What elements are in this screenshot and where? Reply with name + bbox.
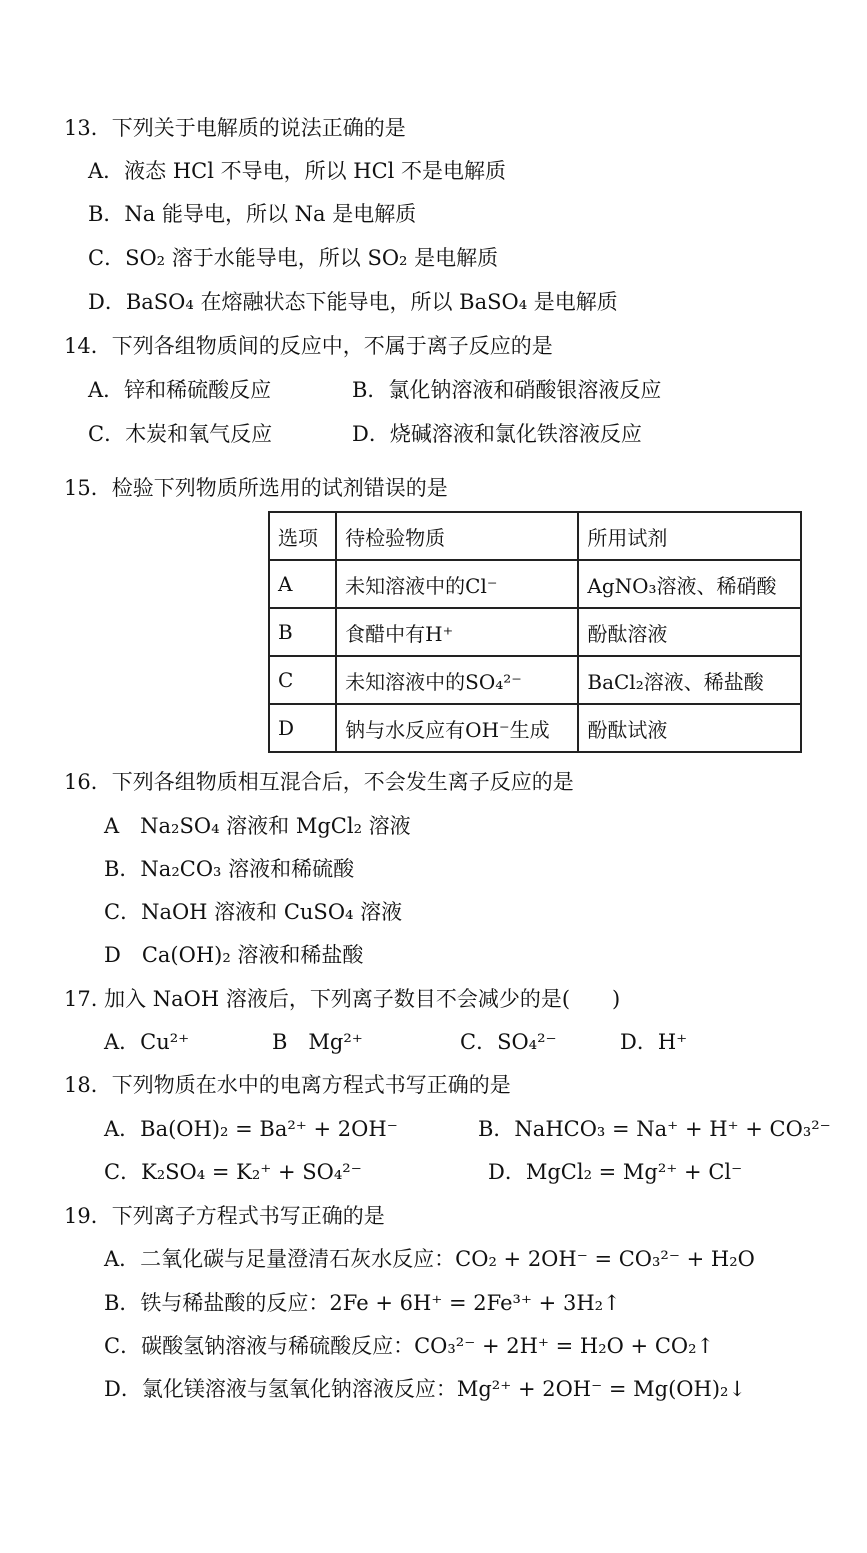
question-16-option-a: A Na₂SO₄ 溶液和 MgCl₂ 溶液 [104, 814, 411, 838]
question-15-stem: 15．检验下列物质所选用的试剂错误的是 [64, 476, 448, 500]
table-cell: B [269, 608, 336, 656]
question-17-stem: 17. 加入 NaOH 溶液后，下列离子数目不会减少的是( ) [64, 987, 621, 1011]
question-18-option-c: C．K₂SO₄ = K₂⁺ + SO₄²⁻ [104, 1160, 362, 1184]
table-cell: 食醋中有H⁺ [336, 608, 578, 656]
question-19-option-d: D．氯化镁溶液与氢氧化钠溶液反应：Mg²⁺ + 2OH⁻ = Mg(OH)₂↓ [104, 1377, 747, 1401]
question-19-option-c: C．碳酸氢钠溶液与稀硫酸反应：CO₃²⁻ + 2H⁺ = H₂O + CO₂↑ [104, 1334, 715, 1358]
table-cell: AgNO₃溶液、稀硝酸 [578, 560, 801, 608]
question-13-option-d: D．BaSO₄ 在熔融状态下能导电，所以 BaSO₄ 是电解质 [88, 290, 618, 314]
question-16-option-c: C．NaOH 溶液和 CuSO₄ 溶液 [104, 900, 403, 924]
table-cell: 酚酞试液 [578, 704, 801, 752]
table-cell: A [269, 560, 336, 608]
table-header-cell: 选项 [269, 512, 336, 560]
question-18-option-a: A．Ba(OH)₂ = Ba²⁺ + 2OH⁻ [104, 1117, 398, 1141]
question-19-option-b: B．铁与稀盐酸的反应：2Fe + 6H⁺ = 2Fe³⁺ + 3H₂↑ [104, 1291, 621, 1315]
question-14-option-b: B．氯化钠溶液和硝酸银溶液反应 [352, 378, 662, 402]
question-18-stem: 18．下列物质在水中的电离方程式书写正确的是 [64, 1073, 511, 1097]
question-17-option-d: D．H⁺ [620, 1030, 688, 1054]
question-16-option-b: B．Na₂CO₃ 溶液和稀硫酸 [104, 857, 355, 881]
question-13-option-b: B．Na 能导电，所以 Na 是电解质 [88, 202, 417, 226]
question-14-option-a: A．锌和稀硫酸反应 [88, 378, 272, 402]
table-row [269, 560, 801, 608]
table-cell: 未知溶液中的SO₄²⁻ [336, 656, 578, 704]
question-14-option-d: D．烧碱溶液和氯化铁溶液反应 [352, 422, 642, 446]
table-header-row [269, 512, 801, 560]
question-19-option-a: A．二氧化碳与足量澄清石灰水反应：CO₂ + 2OH⁻ = CO₃²⁻ + H₂O [104, 1247, 755, 1271]
table-row [269, 608, 801, 656]
question-17-option-a: A．Cu²⁺ [104, 1030, 190, 1054]
question-16-stem: 16．下列各组物质相互混合后，不会发生离子反应的是 [64, 770, 574, 794]
question-13-option-a: A．液态 HCl 不导电，所以 HCl 不是电解质 [88, 159, 507, 183]
table-cell: 未知溶液中的Cl⁻ [336, 560, 578, 608]
question-14-stem: 14．下列各组物质间的反应中，不属于离子反应的是 [64, 334, 553, 358]
question-17-option-b: B Mg²⁺ [272, 1030, 363, 1054]
reagent-table [268, 511, 802, 753]
table-header-cell: 所用试剂 [578, 512, 801, 560]
table-cell: BaCl₂溶液、稀盐酸 [578, 656, 801, 704]
question-19-stem: 19．下列离子方程式书写正确的是 [64, 1204, 385, 1228]
question-13-option-c: C．SO₂ 溶于水能导电，所以 SO₂ 是电解质 [88, 246, 499, 270]
question-13-stem: 13．下列关于电解质的说法正确的是 [64, 116, 406, 140]
question-18-option-d: D．MgCl₂ = Mg²⁺ + Cl⁻ [488, 1160, 743, 1184]
table-cell: 钠与水反应有OH⁻生成 [336, 704, 578, 752]
table-cell: D [269, 704, 336, 752]
table-row [269, 656, 801, 704]
question-14-option-c: C．木炭和氧气反应 [88, 422, 273, 446]
table-cell: 酚酞溶液 [578, 608, 801, 656]
table-cell: C [269, 656, 336, 704]
question-17-option-c: C．SO₄²⁻ [460, 1030, 557, 1054]
question-16-option-d: D Ca(OH)₂ 溶液和稀盐酸 [104, 943, 364, 967]
question-18-option-b: B．NaHCO₃ = Na⁺ + H⁺ + CO₃²⁻ [478, 1117, 831, 1141]
table-header-cell: 待检验物质 [336, 512, 578, 560]
table-row [269, 704, 801, 752]
